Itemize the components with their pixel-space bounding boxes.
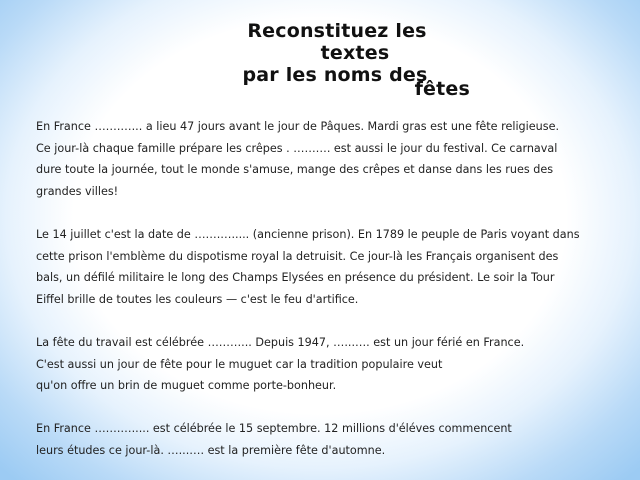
title-line-2: textes — [320, 42, 390, 64]
text-line: bals, un défilé militaire le long des Champs Elysées en présence du président. Le soir la Tour — [36, 271, 555, 285]
exercise-text — [36, 116, 626, 462]
paragraph-gap — [36, 202, 626, 224]
text-line: Eiffel brille de toutes les couleurs — c'est le feu d'artifice. — [36, 292, 359, 306]
text-line: Ce jour-là chaque famille prépare les crêpes . ………. est aussi le jour du festival. Ce carnaval — [36, 141, 558, 155]
paragraph-14-juillet — [36, 224, 626, 310]
paragraph-gap — [36, 397, 626, 419]
text-line: qu'on offre un brin de muguet comme porte-bonheur. — [36, 379, 337, 393]
title-line-1: Reconstituez les — [247, 20, 427, 42]
paragraph-gap — [36, 310, 626, 332]
text-line: grandes villes! — [36, 184, 119, 198]
text-line: dure toute la journée, tout le monde s'amuse, mange des crêpes et danse dans les rues des — [36, 163, 554, 177]
title-line-4: fêtes — [414, 78, 470, 100]
title-line-3: par les noms des — [242, 64, 428, 86]
paragraph-mardi-gras — [36, 116, 626, 202]
text-line: C'est aussi un jour de fête pour le muguet car la tradition populaire veut — [36, 357, 443, 371]
paragraph-fete-du-travail — [36, 332, 626, 397]
text-line: La fête du travail est célébrée ………... Depuis 1947, …...…. est un jour férié en France. — [36, 335, 525, 349]
text-line: En France …….…..... est célébrée le 15 septembre. 12 millions d'éléves commencent — [36, 422, 512, 436]
page-title — [200, 20, 470, 100]
text-line: En France …….…... a lieu 47 jours avant le jour de Pâques. Mardi gras est une fête religieuse. — [36, 120, 560, 133]
text-line: Le 14 juillet c'est la date de …….…..... (ancienne prison). En 1789 le peuple de Paris voyant dans — [36, 227, 580, 241]
text-line: cette prison l'emblème du dispotisme royal la detruisit. Ce jour-là les Français organisent des — [36, 249, 559, 263]
paragraph-rentree — [36, 418, 626, 461]
text-line: leurs études ce jour-là. …...…. est la première fête d'automne. — [36, 443, 386, 457]
